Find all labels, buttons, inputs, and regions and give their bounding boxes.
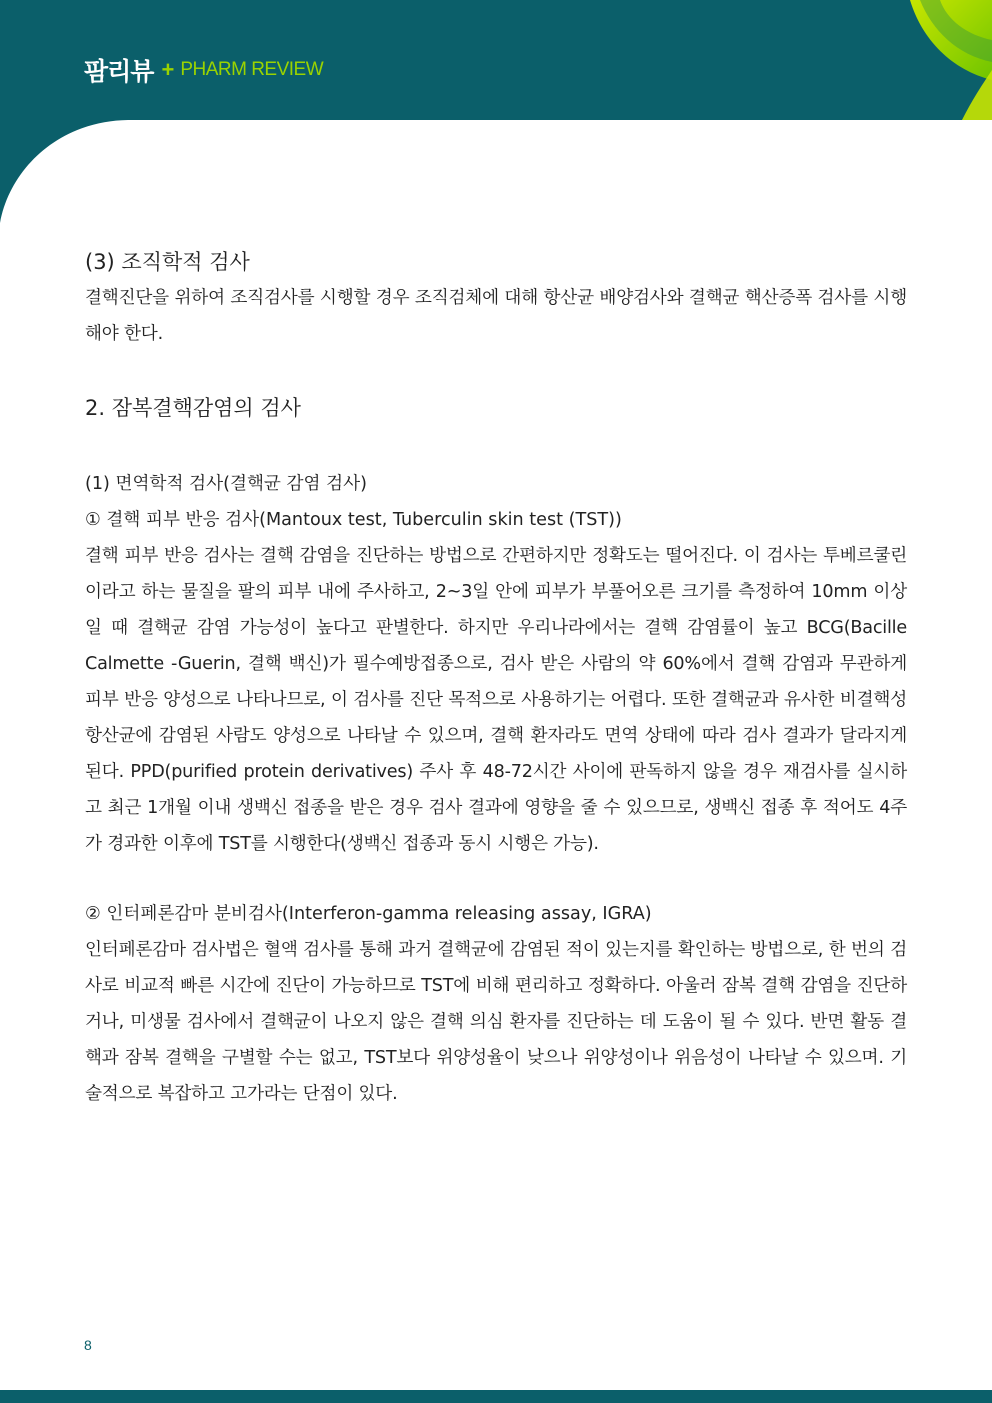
paragraph-histology: 결핵진단을 위하여 조직검사를 시행할 경우 조직검체에 대해 항산균 배양검사와 결핵균 핵산증폭 검사를 시행해야 한다. bbox=[85, 288, 908, 344]
logo-plus-sign: + bbox=[161, 57, 175, 82]
section-heading-histology: (3) 조직학적 검사 bbox=[85, 250, 250, 274]
subsection-heading-immunology: (1) 면역학적 검사(결핵균 감염 검사) bbox=[85, 474, 367, 494]
item-title-igra: ② 인터페론감마 분비검사(Interferon-gamma releasing assay, IGRA) bbox=[85, 904, 652, 924]
header-curve-decoration bbox=[0, 118, 992, 228]
logo-english-text: PHARM REVIEW bbox=[180, 59, 324, 80]
section-heading-latent-tb: 2. 잠복결핵감염의 검사 bbox=[85, 396, 301, 420]
page-number: 8 bbox=[84, 1337, 92, 1353]
paragraph-tst: 결핵 피부 반응 검사는 결핵 감염을 진단하는 방법으로 간편하지만 정확도는 떨어진다. 이 검사는 투베르쿨린이라고 하는 물질을 팔의 피부 내에 주사하고, 2~3일 안에 피부가 부풀어오른 크기를 측정하여 10mm 이상일 때 결핵균 감염 가능성이 높다고 판별한다. 하지만 우리나라에서는 결핵 감염률이 높고 BCG(Bacille Calmette -Guerin, 결핵 백신)가 필수예방접종으로, 검사 받은 사람의 약 60%에서 결핵 감염과 무관하게 피부 반응 양성으로 나타나므로, 이 검사를 진단 목적으로 사용하기는 어렵다. 또한 결핵균과 유사한 비결핵성 항산균에 감염된 사람도 양성으로 나타날 수 있으며, 결핵 환자라도 면역 상태에 따라 검사 결과가 달라지게 된다. PPD(purified protein derivatives) 주사 후 48-72시간 사이에 판독하지 않을 경우 재검사를 실시하고 최근 1개월 이내 생백신 접종을 받은 경우 검사 결과에 영향을 줄 수 있으므로, 생백신 접종 후 적어도 4주가 경과한 이후에 TST를 시행한다(생백신 접종과 동시 시행은 가능). bbox=[85, 546, 907, 854]
logo-korean-text: 팜리뷰 bbox=[84, 58, 154, 86]
item-title-tst: ① 결핵 피부 반응 검사(Mantoux test, Tuberculin skin test (TST)) bbox=[85, 510, 622, 530]
paragraph-igra: 인터페론감마 검사법은 혈액 검사를 통해 과거 결핵균에 감염된 적이 있는지를 확인하는 방법으로, 한 번의 검사로 비교적 빠른 시간에 진단이 가능하므로 TST에 비해 편리하고 정확하다. 아울러 잠복 결핵 감염을 진단하거나, 미생물 검사에서 결핵균이 나오지 않은 결핵 의심 환자를 진단하는 데 도움이 될 수 있다. 반면 활동 결핵과 잠복 결핵을 구별할 수는 없고, TST보다 위양성율이 낮으나 위양성이나 위음성이 나타날 수 있으며. 기술적으로 복잡하고 고가라는 단점이 있다. bbox=[85, 940, 907, 1104]
article-content bbox=[85, 244, 907, 1112]
corner-leaf-decoration bbox=[902, 0, 992, 120]
footer-bar bbox=[0, 1390, 992, 1403]
brand-logo bbox=[84, 52, 323, 88]
